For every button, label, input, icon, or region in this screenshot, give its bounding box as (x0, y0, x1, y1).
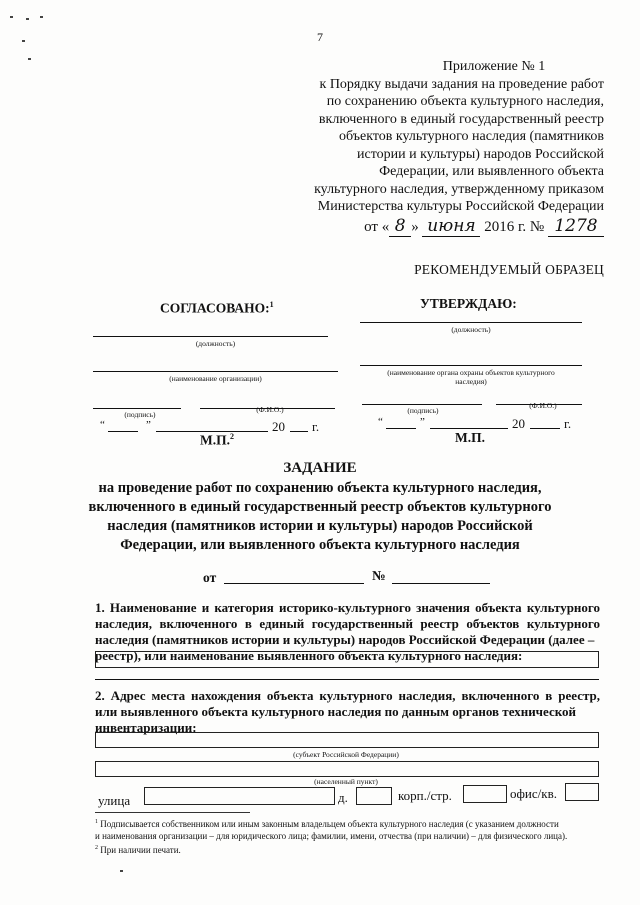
approved-date-year: 20 (512, 416, 525, 431)
footnote-2 (95, 842, 605, 856)
agreed-stamp-text: М.П. (200, 432, 230, 448)
agreed-stamp-footnote-mark: 2 (230, 432, 234, 441)
order-prefix: от « (364, 219, 390, 235)
task-date-label: от (203, 570, 217, 585)
agreed-organization-caption: (наименование организации) (169, 374, 262, 383)
order-month: июня (422, 216, 480, 237)
subject-field[interactable] (95, 732, 599, 748)
scan-speck (120, 870, 123, 872)
appendix-title: Приложение № 1 (442, 59, 546, 74)
footnote-2-mark: 2 (95, 845, 98, 851)
scan-speck (28, 58, 31, 60)
document-title: ЗАДАНИЕ (283, 460, 357, 476)
street-label: улица (98, 793, 131, 808)
footnote-separator (95, 812, 250, 813)
appendix-line: объектов культурного наследия (памятников (339, 129, 604, 144)
appendix-line: включенного в единый государственный реестр (318, 111, 604, 127)
scan-speck (26, 18, 29, 20)
subject-caption: (субъект Российской Федерации) (293, 750, 399, 759)
approved-date-quote-open: “ (378, 416, 383, 428)
appendix-line: истории и культуры) народов Российской (357, 146, 604, 162)
appendix-line: к Порядку выдачи задания на проведение работ (319, 76, 604, 92)
approved-date-year-line[interactable] (530, 428, 560, 429)
agreed-date-quote-close: ” (146, 419, 151, 431)
section-2-heading (95, 688, 600, 736)
section-2-text: 2. Адрес места нахождения объекта культурного наследия, включенного в реестр, или выявленного объекта культурного наследия по данным органов технической (95, 688, 600, 719)
agreed-position-caption: (должность) (195, 339, 236, 348)
street-field[interactable] (144, 787, 335, 805)
task-number-line[interactable] (392, 583, 490, 584)
building-label: корп./стр. (398, 788, 452, 803)
agreed-heading (160, 300, 274, 317)
agreed-date-year: 20 (272, 419, 285, 434)
footnote-1 (95, 816, 605, 856)
section-1-text-end: реестр), или наименование выявленного объекта культурного наследия: (95, 648, 523, 663)
order-day: 8 (389, 216, 411, 237)
appendix-line: Федерации, или выявленного объекта (379, 164, 604, 179)
approved-date-day-line[interactable] (386, 428, 416, 429)
document-subtitle (80, 479, 560, 555)
approved-date-quote-close: ” (420, 416, 425, 428)
settlement-field[interactable] (95, 761, 599, 777)
house-field[interactable] (356, 787, 392, 805)
agreed-stamp (200, 432, 234, 449)
agreed-position-line[interactable] (93, 336, 328, 337)
approved-authority-caption-2: наследия) (455, 377, 487, 386)
agreed-heading-text: СОГЛАСОВАНО: (160, 300, 270, 316)
office-field[interactable] (565, 783, 599, 801)
object-name-line-2[interactable] (95, 679, 599, 680)
agreed-heading-footnote-mark: 1 (269, 300, 274, 309)
approved-date-year-suffix: г. (564, 416, 572, 431)
agreed-date-quote-open: “ (100, 419, 105, 431)
page-number: 7 (317, 30, 323, 44)
subtitle-line: Федерации, или выявленного объекта культурного наследия (120, 537, 520, 553)
order-mid: » (411, 219, 419, 235)
agreed-signature-line[interactable] (93, 408, 181, 409)
building-field[interactable] (463, 785, 507, 803)
appendix-line: культурного наследия, утвержденному приказом (314, 181, 604, 197)
footnote-1-text-1: Подписывается собственником или иным законным владельцем объекта культурного наследия (с указанием должности (100, 819, 559, 829)
approved-authority-caption-1: (наименование органа охраны объектов культурного (387, 368, 555, 377)
approved-date-month-line[interactable] (430, 428, 508, 429)
footnote-2-text: При наличии печати. (100, 845, 181, 855)
approved-stamp: М.П. (455, 430, 485, 445)
agreed-date-year-suffix: г. (312, 419, 320, 434)
approved-heading: УТВЕРЖДАЮ: (420, 296, 517, 311)
agreed-organization-line[interactable] (93, 371, 338, 372)
agreed-fio-caption: (Ф.И.О.) (256, 405, 284, 414)
recommended-sample-label: РЕКОМЕНДУЕМЫЙ ОБРАЗЕЦ (414, 262, 604, 277)
order-reference (364, 216, 604, 237)
appendix-block (304, 58, 604, 216)
settlement-caption: (населенный пункт) (314, 777, 378, 786)
office-label: офис/кв. (510, 786, 557, 801)
approved-signature-caption: (подпись) (407, 406, 439, 415)
appendix-line: по сохранению объекта культурного наследия, (326, 94, 604, 109)
agreed-date-day-line[interactable] (108, 431, 138, 432)
footnote-1-text-2: и наименования организации – для юридического лица; фамилии, имени, отчества (при наличии) – для физического лица). (95, 831, 568, 841)
house-label: д. (338, 790, 348, 805)
agreed-signature-caption: (подпись) (124, 410, 156, 419)
approved-position-line[interactable] (360, 322, 582, 323)
subtitle-line: на проведение работ по сохранению объекта культурного наследия, (98, 480, 542, 496)
approved-signature-line[interactable] (362, 404, 482, 405)
section-2-text-end: инвентаризации: (95, 720, 197, 735)
footnote-1-mark: 1 (95, 819, 98, 825)
object-name-field[interactable] (95, 651, 599, 668)
appendix-line: Министерства культуры Российской Федерации (317, 199, 604, 214)
task-number-label: № (372, 568, 386, 583)
order-year: 2016 г. № (484, 219, 545, 235)
task-date-line[interactable] (224, 583, 364, 584)
agreed-date-year-line[interactable] (290, 431, 308, 432)
section-1-text: 1. Наименование и категория историко-культурного значения объекта культурного наследия, включенного в единый государственный реестр объектов культурного наследия (памятников истории и культуры) народов Российской Федерации (далее – (95, 600, 600, 647)
approved-authority-line[interactable] (360, 365, 582, 366)
approved-fio-caption: (Ф.И.О.) (529, 401, 557, 410)
approved-position-caption: (должность) (451, 325, 491, 334)
footnote-1-line-1 (95, 816, 605, 830)
scan-speck (40, 16, 43, 18)
subtitle-line: включенного в единый государственный реестр объектов культурного (88, 499, 552, 515)
subtitle-line: наследия (памятников истории и культуры) народов Российской (107, 518, 533, 534)
scan-speck (10, 16, 13, 18)
order-number: 1278 (548, 216, 604, 237)
